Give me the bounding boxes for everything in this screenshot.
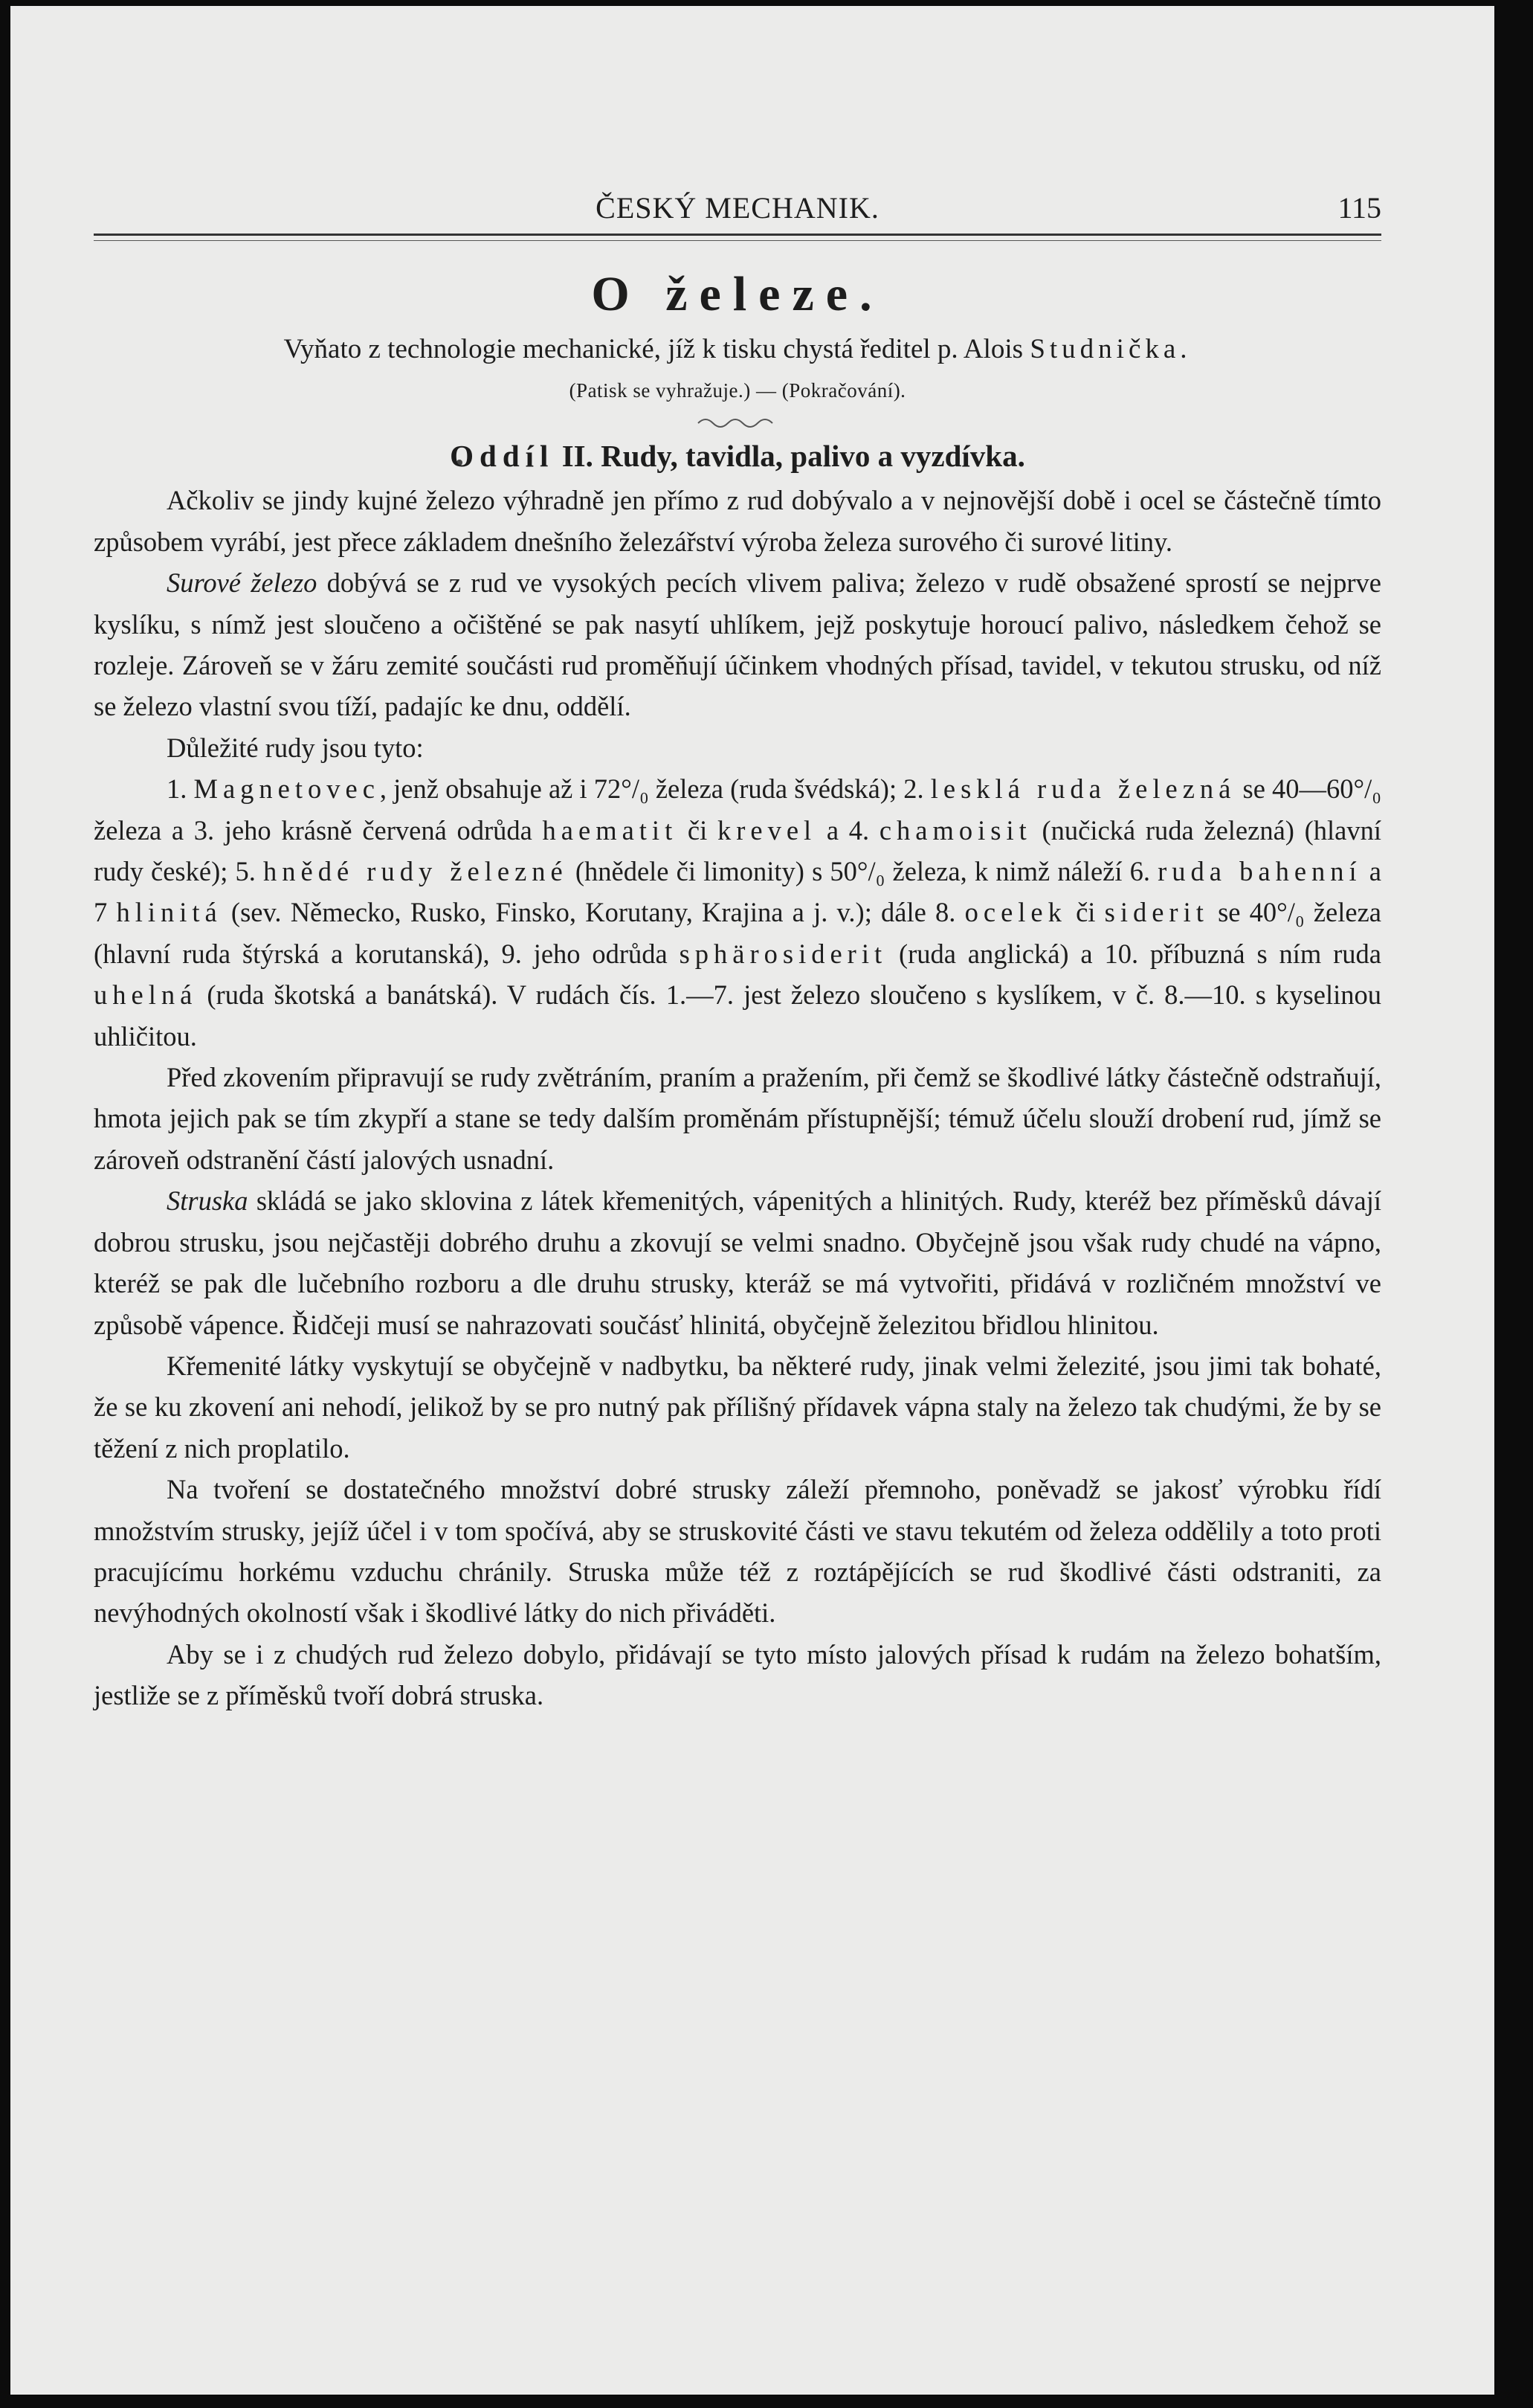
section-title: II. Rudy, tavidla, palivo a vyzdívka. bbox=[554, 439, 1025, 474]
paragraph: Aby se i z chudých rud železo dobylo, přidávají se tyto místo jalových přísad k rudám na železo bohatším, jestliže se z příměsků tvoří dobrá struska. bbox=[94, 1638, 1381, 1711]
text: 1. bbox=[167, 773, 194, 805]
text: (sev. Německo, Rusko, Finsko, Korutany, Krajina a j. v.); dále 8. bbox=[222, 897, 965, 928]
ore-name: uhelná bbox=[94, 979, 198, 1011]
article-body bbox=[94, 480, 1381, 1716]
header-rule bbox=[94, 236, 1381, 241]
ore-name: hnědé rudy železné bbox=[263, 856, 568, 887]
text: , jenž obsahuje až i 72°/₀ železa (ruda švédská); 2. bbox=[379, 773, 931, 805]
text: se 40—60°/₀ železa a 3. jeho krásně červená odrůda bbox=[94, 773, 1381, 846]
ore-name: Magnetovec bbox=[193, 773, 380, 805]
ore-list-paragraph bbox=[94, 768, 1381, 1057]
emphasis: Surové železo bbox=[167, 567, 317, 599]
ore-name: siderit bbox=[1104, 897, 1209, 928]
paragraph: Ačkoliv se jindy kujné železo výhradně jen přímo z rud dobývalo a v nejnovější době i ocel se částečně tímto způsobem vyrábí, jest přece základem dnešního železářství výroba železa surového či surové litiny. bbox=[94, 485, 1381, 557]
book-page bbox=[10, 6, 1494, 2395]
section-label: Oddíl bbox=[450, 439, 555, 474]
article-title: O železe. bbox=[591, 267, 884, 321]
text: (hnědele či limonity) s 50°/₀ železa, k nimž náleží 6. bbox=[567, 856, 1158, 887]
ore-name: lesklá ruda železná bbox=[930, 773, 1236, 805]
ore-name: ruda bahenní bbox=[1158, 856, 1362, 887]
ore-name: ocelek bbox=[964, 897, 1067, 928]
paragraph-text: skládá se jako sklovina z látek křemenitých, vápenitých a hlinitých. Rudy, kteréž bez příměsků dávají dobrou strusku, jsou nejčastěji dobrého druhu a zkovují se velmi snadno. Obyčejně jsou však rudy chudé na vápno, kteréž se pak dle lučebního rozboru a dle druhu strusky, kteráž se má vytvořiti, přidává v rozličném množství ve způsobě vápence. Řidčeji musí se nahrazovati součásť hlinitá, obyčejně železitou břidlou hlinitou. bbox=[94, 1185, 1381, 1340]
page-content bbox=[94, 184, 1381, 1716]
paragraph bbox=[94, 1180, 1381, 1345]
reprint-note: (Patisk se vyhražuje.) — (Pokračování). bbox=[569, 379, 906, 402]
paragraph bbox=[94, 562, 1381, 727]
text: (ruda anglická) a 10. příbuzná s ním ruda bbox=[887, 938, 1381, 969]
text: a 7 bbox=[94, 856, 1381, 928]
paragraph: Na tvoření se dostatečného množství dobré strusky záleží přemnoho, poněvadž se jakosť výrobku řídí množstvím strusky, jejíž účel i v tom spočívá, aby se struskovité části ve stavu tekutém od železa oddělily a toto proti pracujícímu horkému vzduchu chránily. Struska může též z roztápějících se rud škodlivé části odstraniti, za nevýhodných okolností však i škodlivé látky do nich přiváděti. bbox=[94, 1474, 1381, 1629]
ore-name: krevel bbox=[717, 814, 817, 846]
subtitle-text: Vyňato z technologie mechanické, jíž k tisku chystá ředitel p. Alois bbox=[283, 334, 1030, 364]
text: (nučická ruda železná) (hlavní rudy české); 5. bbox=[94, 814, 1382, 887]
ore-name: sphärosiderit bbox=[679, 938, 888, 969]
running-header bbox=[94, 184, 1381, 236]
page-number: 115 bbox=[1337, 191, 1381, 225]
text: či bbox=[1066, 897, 1105, 928]
text: (ruda škotská a banátská). V rudách čís. 1.—7. jest železo sloučeno s kyslíkem, v č. 8.—10. s kyselinou uhličitou. bbox=[94, 979, 1381, 1052]
ore-name: haematit bbox=[542, 814, 678, 846]
paragraph: Důležité rudy jsou tyto: bbox=[167, 732, 424, 763]
paragraph: Před zkovením připravují se rudy zvětráním, praním a pražením, při čemž se škodlivé látky částečně odstraňují, hmota jejich pak se tím zkypří a stane se tedy dalším proměnám přístupnější; témuž účelu slouží drobení rud, jímž se zároveň odstranění částí jalových usnadní. bbox=[94, 1062, 1381, 1175]
text: či bbox=[677, 814, 717, 846]
paragraph-text: dobývá se z rud ve vysokých pecích vlivem paliva; železo v rudě obsažené sprostí se nejprve kyslíku, s nímž jest sloučeno a očištěné se pak nasytí uhlíkem, jejž poskytuje horoucí palivo, následkem čehož se rozleje. Zároveň se v žáru zemité součásti rud proměňují účinkem vhodných přísad, tavidel, v tekutou strusku, od níž se železo vlastní svou tíží, padajíc ke dnu, oddělí. bbox=[94, 567, 1382, 722]
ornament-divider bbox=[697, 414, 778, 429]
text: a 4. bbox=[816, 814, 880, 846]
ore-name: chamoisit bbox=[879, 814, 1032, 846]
paragraph: Křemenité látky vyskytují se obyčejně v nadbytku, ba některé rudy, jinak velmi železité, jsou jimi tak bohaté, že se ku zkovení ani nehodí, jelikož by se pro nutný pak přílišný přídavek vápna staly na železo tak chudými, že by se těžení z nich proplatilo. bbox=[94, 1350, 1381, 1464]
journal-title: ČESKÝ MECHANIK. bbox=[596, 191, 880, 225]
section-heading bbox=[94, 438, 1381, 474]
emphasis: Struska bbox=[167, 1185, 248, 1217]
article-subtitle bbox=[94, 333, 1381, 366]
text: se 40°/₀ železa (hlavní ruda štýrská a korutanská), 9. jeho odrůda bbox=[94, 897, 1381, 969]
author-name: Studnička. bbox=[1030, 334, 1192, 364]
ore-name: hlinitá bbox=[116, 897, 222, 928]
